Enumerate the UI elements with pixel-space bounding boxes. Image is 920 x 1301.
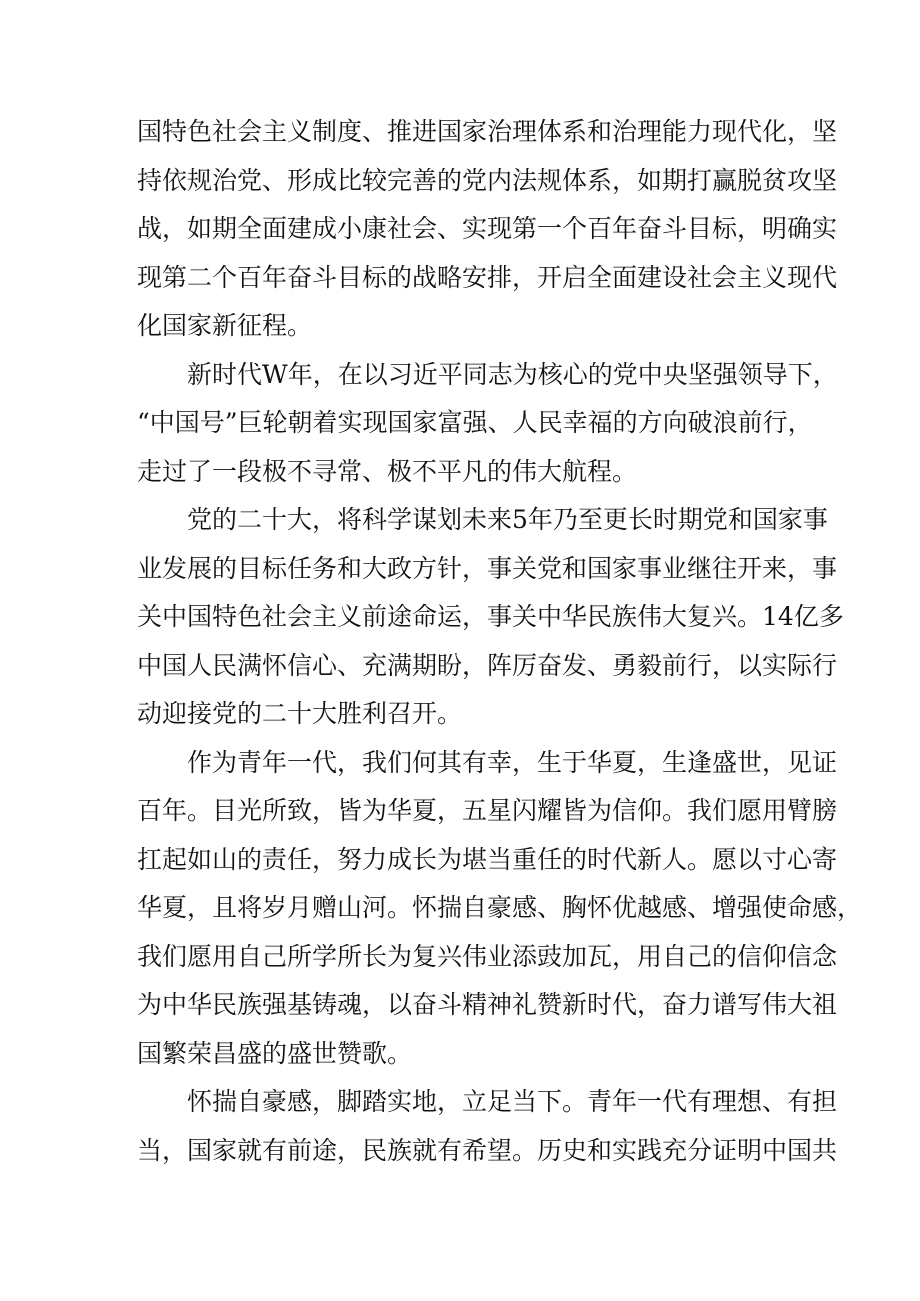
text-line: 战，如期全面建成小康社会、实现第一个百年奋斗目标，明确实 xyxy=(137,214,838,243)
text-line: 新时代W年，在以习近平同志为核心的党中央坚强领导下， xyxy=(187,359,838,389)
text-line: 关中国特色社会主义前途命运，事关中华民族伟大复兴。14亿多 xyxy=(137,602,844,631)
text-line: 走过了一段极不寻常、极不平凡的伟大航程。 xyxy=(137,456,638,486)
text-line: 化国家新征程。 xyxy=(137,311,313,340)
text-line: “中国号”巨轮朝着实现国家富强、人民幸福的方向破浪前行， xyxy=(137,408,813,437)
paragraph xyxy=(137,739,863,1079)
text-line: 怀揣自豪感，脚踏实地，立足当下。青年一代有理想、有担 xyxy=(187,1087,838,1116)
text-line: 国繁荣昌盛的盛世赞歌。 xyxy=(137,1038,413,1068)
text-line: 当，国家就有前途，民族就有希望。历史和实践充分证明中国共 xyxy=(137,1135,838,1165)
text-line: 业发展的目标任务和大政方针，事关党和国家事业继往开来，事 xyxy=(137,553,838,583)
text-line: 作为青年一代，我们何其有幸，生于华夏，生逢盛世，见证 xyxy=(187,747,838,777)
document-body xyxy=(137,108,863,1175)
text-line: 中国人民满怀信心、充满期盼，阵厉奋发、勇毅前行，以实际行 xyxy=(137,650,838,680)
paragraph xyxy=(137,1078,838,1175)
text-line: 我们愿用自己所学所长为复兴伟业添豉加瓦，用自己的信仰信念 xyxy=(137,941,838,971)
text-line: 百年。目光所致，皆为华夏，五星闪耀皆为信仰。我们愿用臂膀 xyxy=(137,796,838,825)
text-line: 党的二十大，将科学谋划未来5年乃至更长时期党和国家事 xyxy=(187,505,828,534)
text-line: 为中华民族强基铸魂，以奋斗精神礼赞新时代，奋力谱写伟大祖 xyxy=(137,990,838,1019)
paragraph xyxy=(137,351,838,497)
text-line: 华夏，且将岁月赠山河。怀揣自豪感、胸怀优越感、增强使命感， xyxy=(137,893,863,922)
text-line: 扛起如山的责任，努力成长为堪当重任的时代新人。愿以寸心寄 xyxy=(137,844,838,874)
text-line: 动迎接党的二十大胜利召开。 xyxy=(137,699,463,728)
text-line: 现第二个百年奋斗目标的战略安排，开启全面建设社会主义现代 xyxy=(137,262,838,292)
paragraph xyxy=(137,108,838,351)
paragraph xyxy=(137,496,844,739)
text-line: 持依规治党、形成比较完善的党内法规体系，如期打赢脱贫攻坚 xyxy=(137,165,838,195)
text-line: 国特色社会主义制度、推进国家治理体系和治理能力现代化，坚 xyxy=(137,117,838,146)
